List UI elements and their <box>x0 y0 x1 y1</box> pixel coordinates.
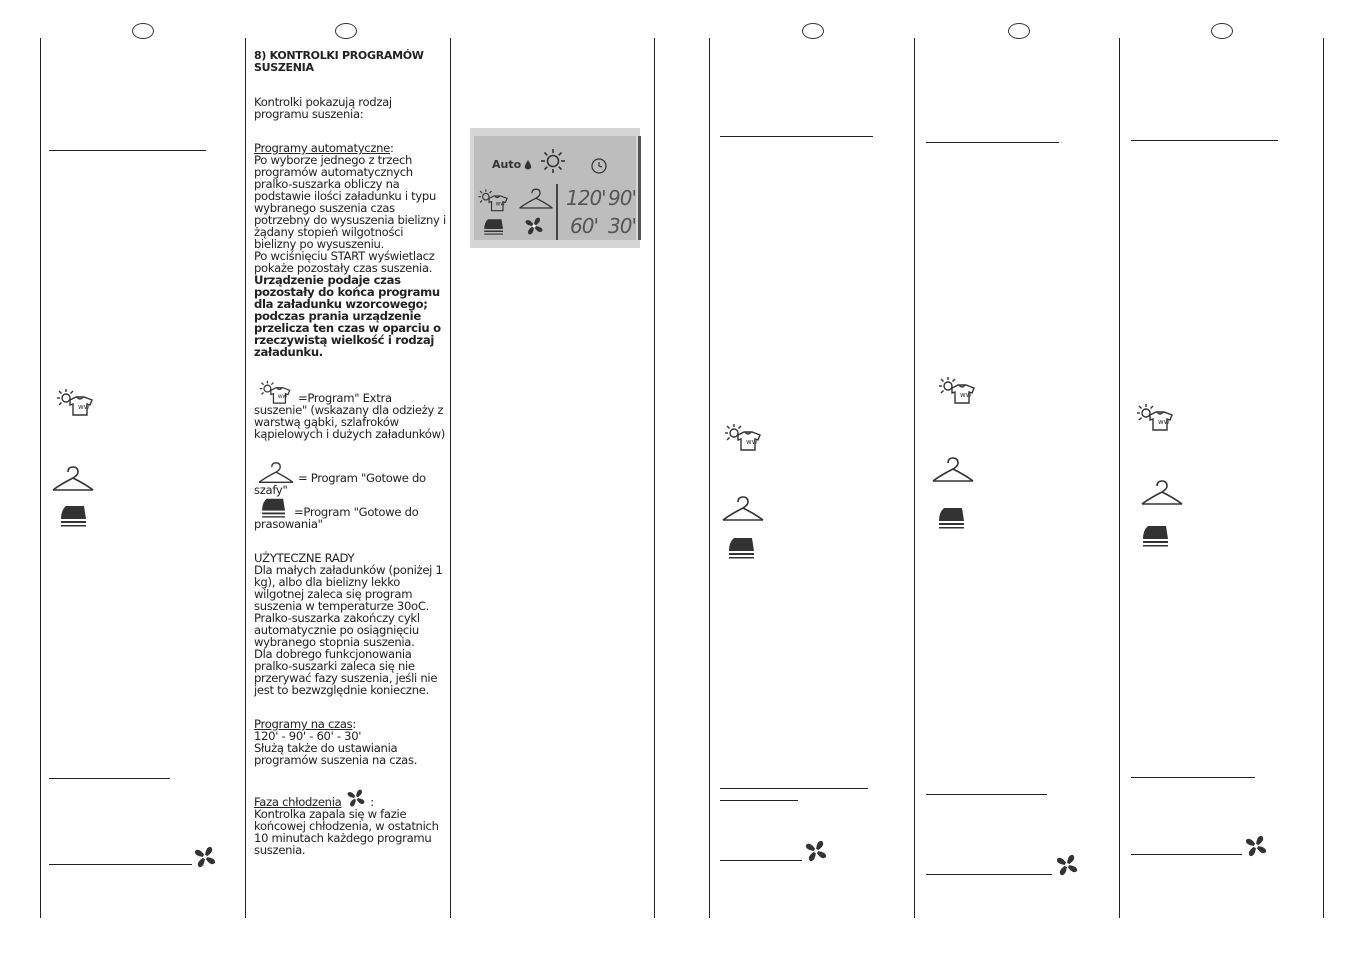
extra-dry-shirt-icon <box>1134 403 1178 431</box>
tips-text-1: Dla małych załadunków (poniżej 1 kg), albo dla bielizny lekko wilgotnej zaleca się program suszenia w temperaturze 30oC. <box>254 563 443 613</box>
iron-icon <box>1140 523 1172 547</box>
cooling-text: Kontrolka zapala się w fazie końcowej chłodzenia, w ostatnich 10 minutach każdego programu suszenia. <box>254 807 439 857</box>
cupboard-text: = Program "Gotowe do szafy" <box>254 471 426 497</box>
time-90: 90' <box>608 186 636 210</box>
fan-icon <box>193 845 217 869</box>
sun-icon <box>540 148 566 174</box>
placeholder-rule <box>720 860 802 861</box>
timed-programs-text: Służą także do ustawiania programów suszenia na czas. <box>254 741 418 767</box>
drop-icon <box>524 160 532 170</box>
fan-icon <box>1055 853 1079 877</box>
hanger-icon <box>721 496 765 522</box>
hanger-icon <box>51 466 95 492</box>
hanger-icon <box>254 462 298 484</box>
placeholder-rule <box>49 864 192 865</box>
auto-label: Auto <box>492 158 522 171</box>
extra-dry-shirt-icon <box>54 388 98 416</box>
iron-icon <box>254 496 294 518</box>
column-rule-8 <box>1323 38 1324 918</box>
cupboard-description <box>254 462 446 496</box>
extra-dry-text: =Program" Extra suszenie" (wskazany dla odzieży z warstwą gąbki, szlafroków kąpielowych i dużych załadunków) <box>254 391 446 441</box>
language-marker-oval <box>335 23 357 39</box>
fan-icon <box>524 216 544 236</box>
placeholder-rule <box>49 150 206 151</box>
extra-dry-shirt-icon <box>722 423 766 451</box>
iron-icon <box>726 535 758 559</box>
tips-text-2: Pralko-suszarka zakończy cykl automatycznie po osiągnięciu wybranego stopnia suszenia. <box>254 611 420 649</box>
column-rule-3 <box>450 38 451 918</box>
cooling-suffix: : <box>366 795 374 809</box>
placeholder-rule <box>926 142 1059 143</box>
column-rule-1 <box>40 38 41 918</box>
language-marker-oval <box>1211 23 1233 39</box>
tips-title: UŻYTECZNE RADY <box>254 551 355 565</box>
fan-icon <box>804 839 828 863</box>
time-120: 120' <box>566 186 606 210</box>
clock-icon <box>590 158 608 174</box>
placeholder-rule <box>926 794 1047 795</box>
iron-text: =Program "Gotowe do prasowania" <box>254 505 419 531</box>
timed-values: 120' - 90' - 60' - 30' <box>254 729 362 743</box>
extra-dry-shirt-icon <box>936 376 980 404</box>
extra-dry-description <box>254 380 446 440</box>
time-60: 60' <box>570 214 598 238</box>
language-marker-oval <box>132 23 154 39</box>
start-text: Po wciśnięciu START wyświetlacz pokaże pozostały czas suszenia. <box>254 249 435 275</box>
placeholder-rule <box>720 788 868 789</box>
language-marker-oval <box>802 23 824 39</box>
iron-icon <box>58 503 90 527</box>
placeholder-rule <box>720 800 798 801</box>
column-rule-5 <box>709 38 710 918</box>
section-heading: 8) KONTROLKI PROGRAMÓW SUSZENIA <box>254 49 424 74</box>
column-rule-6 <box>914 38 915 918</box>
fan-icon <box>1244 834 1268 858</box>
placeholder-rule <box>1131 854 1242 855</box>
auto-programs-text: Po wyborze jednego z trzech programów automatycznych pralko-suszarka obliczy na podstawie ilości załadunku i typu wybranego suszenia czas potrzebny do wysuszenia bielizny i żądany stopień wilgotności bielizny po wysuszeniu. <box>254 153 446 251</box>
auto-programs-title: Programy automatyczne <box>254 141 391 155</box>
column-rule-4 <box>654 38 655 918</box>
tips-text-3: Dla dobrego funkcjonowania pralko-suszarki zaleca się nie przerywać fazy suszenia, jeśli nie jest to bezwzględnie konieczne. <box>254 647 438 697</box>
language-marker-oval <box>1008 23 1030 39</box>
placeholder-rule <box>720 136 873 137</box>
intro-text: Kontrolki pokazują rodzaj programu suszenia: <box>254 95 392 121</box>
extra-dry-shirt-icon <box>476 188 512 212</box>
timed-programs-title: Programy na czas <box>254 717 353 731</box>
hanger-icon <box>518 188 554 210</box>
fan-icon <box>345 788 367 808</box>
hanger-icon <box>1140 480 1184 506</box>
panel-edge <box>638 136 641 240</box>
cooling-title: Faza chłodzenia <box>254 795 342 809</box>
iron-icon <box>936 505 968 529</box>
cooling-heading <box>254 788 446 808</box>
polish-text-column <box>254 50 446 856</box>
placeholder-rule <box>1131 140 1278 141</box>
iron-description <box>254 496 446 530</box>
dryer-control-panel <box>470 128 640 248</box>
bold-note: Urządzenie podaje czas pozostały do końca programu dla załadunku wzorcowego; podczas prania urządzenie przelicza ten czas w oparciu o rzeczywistą wielkość i rodzaj załadunku. <box>254 273 441 359</box>
placeholder-rule <box>49 778 170 779</box>
column-rule-2 <box>245 38 246 918</box>
timed-programs-title-suffix: : <box>352 717 357 731</box>
placeholder-rule <box>926 874 1052 875</box>
placeholder-rule <box>1131 777 1255 778</box>
panel-display <box>474 136 636 240</box>
panel-divider <box>556 184 558 240</box>
extra-dry-shirt-icon <box>254 380 298 404</box>
time-30: 30' <box>608 214 636 238</box>
iron-icon <box>482 216 506 236</box>
column-rule-7 <box>1119 38 1120 918</box>
hanger-icon <box>931 457 975 483</box>
auto-programs-title-suffix: : <box>390 141 394 155</box>
